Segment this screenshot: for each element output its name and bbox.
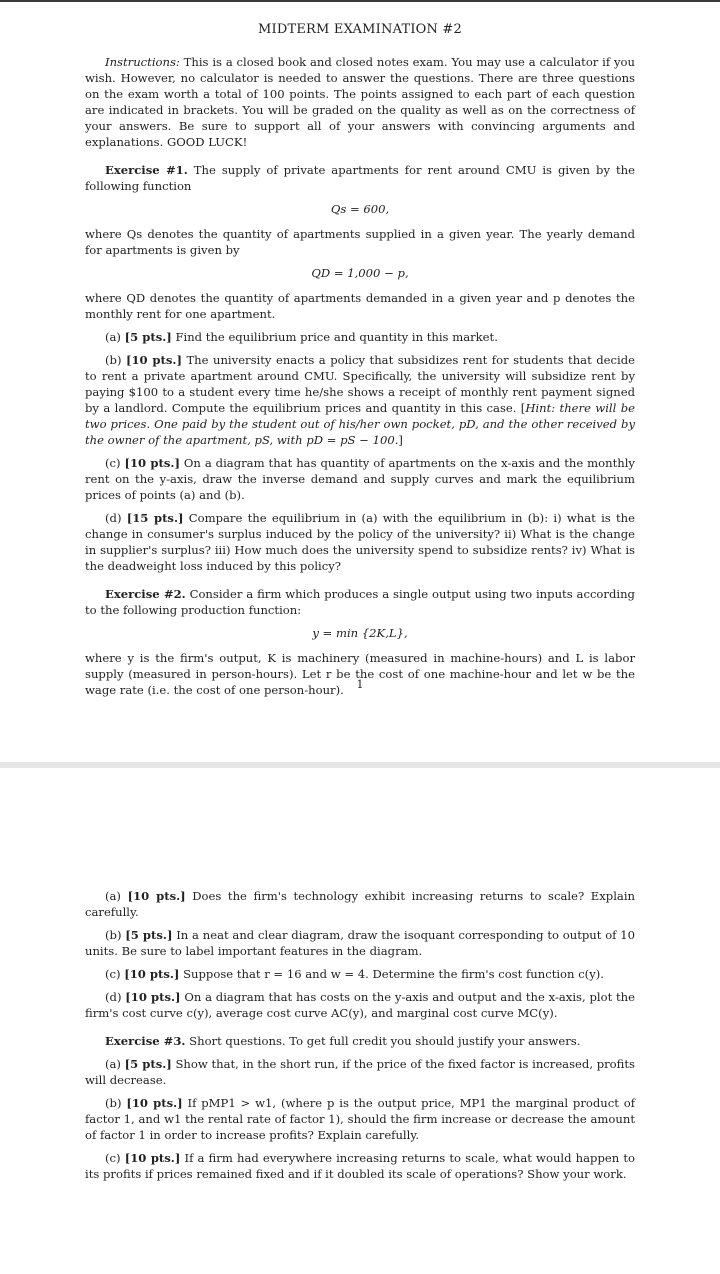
ex1-c-text: On a diagram that has quantity of apartments on the x-axis and the monthly rent on the y-axis, draw the inverse demand and supply curves and mark the equilibrium prices of points (a) and (b).: [85, 456, 635, 502]
ex2-part-a: [85, 888, 635, 920]
ex1-supply-equation: Qs = 600,: [330, 202, 390, 216]
ex1-part-b: [85, 352, 635, 448]
ex2-c-points: [10 pts.]: [124, 967, 180, 981]
ex1-label: Exercise #1.: [105, 163, 188, 177]
ex1-intro: [85, 162, 635, 194]
ex1-d-label: (d): [105, 511, 122, 525]
exam-title: MIDTERM EXAMINATION #2: [258, 22, 462, 37]
page-1-content: [85, 22, 635, 705]
ex3-b-points: [10 pts.]: [126, 1096, 183, 1110]
ex2-after-equation: where y is the firm's output, K is machinery (measured in machine-hours) and L is labor supply (measured in person-hours). Let r be the cost of one machine-hour and let w be the wage rate (i.e. the cost of one person-hour).: [85, 651, 635, 697]
ex2-d-text: On a diagram that has costs on the y-axis and output and the x-axis, plot the firm's cost curve c(y), average cost curve AC(y), and marginal cost curve MC(y).: [85, 990, 636, 1020]
ex1-b-hint: Hint: there will be two prices. One paid by the student out of his/her own pocket, pD, and the other received by the owner of the apartment, pS, with pD = pS − 100.: [85, 401, 635, 447]
ex2-b-text: In a neat and clear diagram, draw the isoquant corresponding to output of 10 units. Be sure to label important features in the diagram.: [85, 928, 635, 958]
exercise-3: [85, 1033, 635, 1182]
ex1-intro-text: The supply of private apartments for rent around CMU is given by the following function: [85, 163, 635, 193]
ex3-part-c: [85, 1150, 635, 1182]
ex1-a-text: Find the equilibrium price and quantity in this market.: [171, 330, 498, 344]
ex2-d-label: (d): [105, 990, 122, 1004]
ex1-demand-equation: QD = 1,000 − p,: [311, 266, 409, 280]
ex2-a-points: [10 pts.]: [127, 889, 186, 903]
ex1-c-points: [10 pts.]: [124, 456, 180, 470]
instructions: [85, 54, 635, 150]
ex1-b-label: (b): [105, 353, 122, 367]
ex1-c-label: (c): [105, 456, 121, 470]
instructions-text: This is a closed book and closed notes exam. You may use a calculator if you wish. However, no calculator is needed to answer the questions. There are three questions on the exam worth a total of 100 points. The points assigned to each part of each question are indicated in brackets. You will be graded on the quality as well as on the correctness of your answers. Be sure to support all of your answers with convincing arguments and explanations. GOOD LUCK!: [85, 55, 635, 149]
ex1-b-text: The university enacts a policy that subsidizes rent for students that decide to rent a private apartment around CMU. Specifically, the university will subsidize rent by paying $100 to a student every time he/she shows a receipt of monthly rent payment signed by a landlord. Compute the equilibrium prices and quantity in this case. [: [85, 353, 636, 415]
ex3-label: Exercise #3.: [105, 1034, 186, 1048]
ex3-b-text: If pMP1 > w1, (where p is the output price, MP1 the marginal product of factor 1, and w1 the rental rate of factor 1), should the firm increase or decrease the amount of factor 1 in order to increase profits? Explain carefully.: [85, 1096, 636, 1142]
ex2-part-d: [85, 989, 635, 1021]
ex2-a-label: (a): [105, 889, 121, 903]
ex2-intro: [85, 586, 635, 618]
ex1-after-demand: where QD denotes the quantity of apartments demanded in a given year and p denotes the monthly rent for one apartment.: [85, 291, 635, 321]
ex1-a-points: [5 pts.]: [124, 330, 172, 344]
ex3-part-a: [85, 1056, 635, 1088]
ex3-b-label: (b): [105, 1096, 122, 1110]
ex3-intro-text: Short questions. To get full credit you should justify your answers.: [185, 1034, 581, 1048]
page-number: 1: [356, 678, 364, 691]
ex2-a-text: Does the firm's technology exhibit increasing returns to scale? Explain carefully.: [85, 889, 635, 919]
ex1-part-c: [85, 455, 635, 503]
ex3-a-text: Show that, in the short run, if the price of the fixed factor is increased, profits will decrease.: [85, 1057, 635, 1087]
ex2-intro-text: Consider a firm which produces a single output using two inputs according to the following production function:: [85, 587, 635, 617]
ex2-c-label: (c): [105, 967, 121, 981]
ex1-part-a: [85, 329, 635, 345]
ex3-a-points: [5 pts.]: [124, 1057, 172, 1071]
ex3-c-points: [10 pts.]: [124, 1151, 181, 1165]
ex1-b-points: [10 pts.]: [125, 353, 182, 367]
ex3-intro: [85, 1033, 635, 1049]
ex2-production-function: y = min {2K,L},: [312, 626, 408, 640]
ex1-d-points: [15 pts.]: [126, 511, 184, 525]
exercise-1: [85, 162, 635, 574]
ex1-b-end: ]: [398, 433, 403, 447]
ex1-part-d: [85, 510, 635, 574]
ex2-b-points: [5 pts.]: [125, 928, 173, 942]
page-2: [0, 768, 720, 1274]
ex3-part-b: [85, 1095, 635, 1143]
ex2-b-label: (b): [105, 928, 122, 942]
ex2-c-text: Suppose that r = 16 and w = 4. Determine the firm's cost function c(y).: [179, 967, 604, 981]
ex2-d-points: [10 pts.]: [125, 990, 181, 1004]
ex1-a-label: (a): [105, 330, 121, 344]
ex3-a-label: (a): [105, 1057, 121, 1071]
page-2-content: [85, 888, 635, 1189]
instructions-label: Instructions:: [105, 55, 180, 69]
page-1: [0, 2, 720, 762]
ex1-after-supply: where Qs denotes the quantity of apartments supplied in a given year. The yearly demand for apartments is given by: [85, 227, 635, 257]
ex1-d-text: Compare the equilibrium in (a) with the equilibrium in (b): i) what is the change in consumer's surplus induced by the policy of the university? ii) What is the change in supplier's surplus? iii) How much does the university spend to subsidize rents? iv) What is the deadweight loss induced by this policy?: [85, 511, 635, 573]
ex2-part-b: [85, 927, 635, 959]
ex2-label: Exercise #2.: [105, 587, 186, 601]
ex3-c-label: (c): [105, 1151, 121, 1165]
ex2-part-c: [85, 966, 635, 982]
ex3-c-text: If a firm had everywhere increasing returns to scale, what would happen to its profits if prices remained fixed and if it doubled its scale of operations? Show your work.: [85, 1151, 636, 1181]
